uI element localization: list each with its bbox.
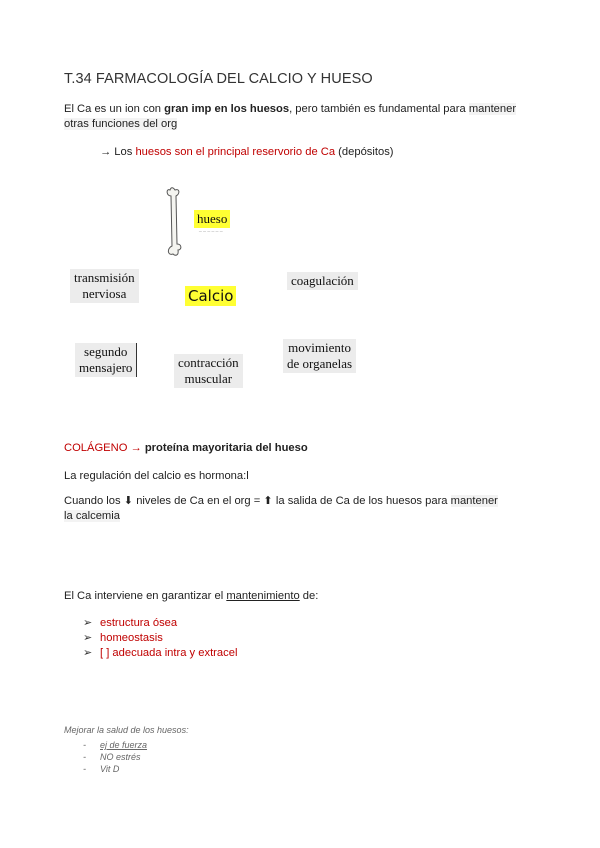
list-item: ➢ estructura ósea bbox=[83, 617, 178, 629]
contraccion-line-1: contracción bbox=[178, 355, 239, 370]
transmision-line-2: nerviosa bbox=[82, 286, 127, 301]
bullet-arrow-icon: ➢ bbox=[83, 617, 93, 629]
colageno-label: COLÁGENO → bbox=[64, 442, 145, 454]
cuando-paragraph bbox=[64, 494, 534, 524]
list-item: ➢ homeostasis bbox=[83, 632, 163, 644]
colageno-line bbox=[64, 441, 308, 456]
movimiento-box bbox=[283, 339, 356, 373]
interviene-underlined: mantenimiento bbox=[226, 590, 300, 602]
interviene-text-1: El Ca interviene en garantizar el bbox=[64, 590, 227, 602]
list-item: ➢ [ ] adecuada intra y extracel bbox=[83, 647, 238, 659]
intro-bold: gran imp en los huesos bbox=[164, 103, 290, 115]
cuando-text-3: la salida de Ca de los huesos para bbox=[272, 495, 451, 507]
intro-paragraph bbox=[64, 102, 534, 132]
bullet-list bbox=[83, 616, 237, 661]
coagulacion-box: coagulación bbox=[287, 272, 358, 290]
reservorio-arrow: → Los bbox=[100, 146, 136, 158]
bullet-arrow-icon: ➢ bbox=[83, 632, 93, 644]
list-item: - ej de fuerza bbox=[83, 740, 148, 750]
reservorio-red: huesos son el principal reservorio de Ca bbox=[135, 146, 336, 158]
intro-text-1: El Ca es un ion con bbox=[64, 103, 165, 115]
transmision-line-1: transmisión bbox=[74, 270, 135, 285]
interviene-line bbox=[64, 589, 318, 604]
list-item: - Vit D bbox=[83, 764, 120, 774]
colageno-bold: proteína mayoritaria del hueso bbox=[144, 442, 308, 454]
down-arrow-icon: ⬇ bbox=[123, 495, 134, 507]
cuando-calcemia: la calcemia bbox=[64, 510, 120, 522]
intro-text-3: , pero también es fundamental para bbox=[289, 103, 469, 115]
hueso-caption: _ _ _ _ _ _ bbox=[199, 227, 223, 233]
contraccion-line-2: muscular bbox=[184, 371, 233, 386]
intro-text-5: otras funciones del org bbox=[64, 118, 178, 130]
movimiento-line-2: de organelas bbox=[287, 356, 353, 371]
dash: - bbox=[83, 740, 86, 750]
segundo-line-2: mensajero bbox=[79, 360, 133, 375]
bone-icon bbox=[160, 186, 190, 258]
dash: - bbox=[83, 764, 86, 774]
regulacion-line: La regulación del calcio es hormona:l bbox=[64, 470, 249, 482]
calcio-label: Calcio bbox=[185, 286, 236, 306]
segundo-mensajero-box bbox=[75, 343, 137, 377]
mejorar-heading: Mejorar la salud de los huesos: bbox=[64, 725, 189, 735]
hueso-label: hueso bbox=[194, 210, 230, 228]
page-title: T.34 FARMACOLOGÍA DEL CALCIO Y HUESO bbox=[64, 71, 373, 87]
mejorar-list bbox=[83, 739, 147, 775]
movimiento-line-1: movimiento bbox=[288, 340, 351, 355]
up-arrow-icon: ⬆ bbox=[263, 495, 273, 507]
intro-mantener: mantener bbox=[468, 103, 517, 115]
reservorio-line bbox=[100, 145, 394, 160]
transmision-box bbox=[70, 269, 139, 303]
list-item: - NO estrés bbox=[83, 752, 141, 762]
interviene-text-3: de: bbox=[299, 590, 319, 602]
cuando-text-2: niveles de Ca en el org = bbox=[133, 495, 264, 507]
bullet-arrow-icon: ➢ bbox=[83, 647, 93, 659]
reservorio-text: (depósitos) bbox=[335, 146, 394, 158]
segundo-line-1: segundo bbox=[84, 344, 128, 359]
dash: - bbox=[83, 752, 86, 762]
cuando-mantener: mantener bbox=[450, 495, 498, 507]
contraccion-box bbox=[174, 354, 243, 388]
cuando-text-1: Cuando los bbox=[64, 495, 124, 507]
